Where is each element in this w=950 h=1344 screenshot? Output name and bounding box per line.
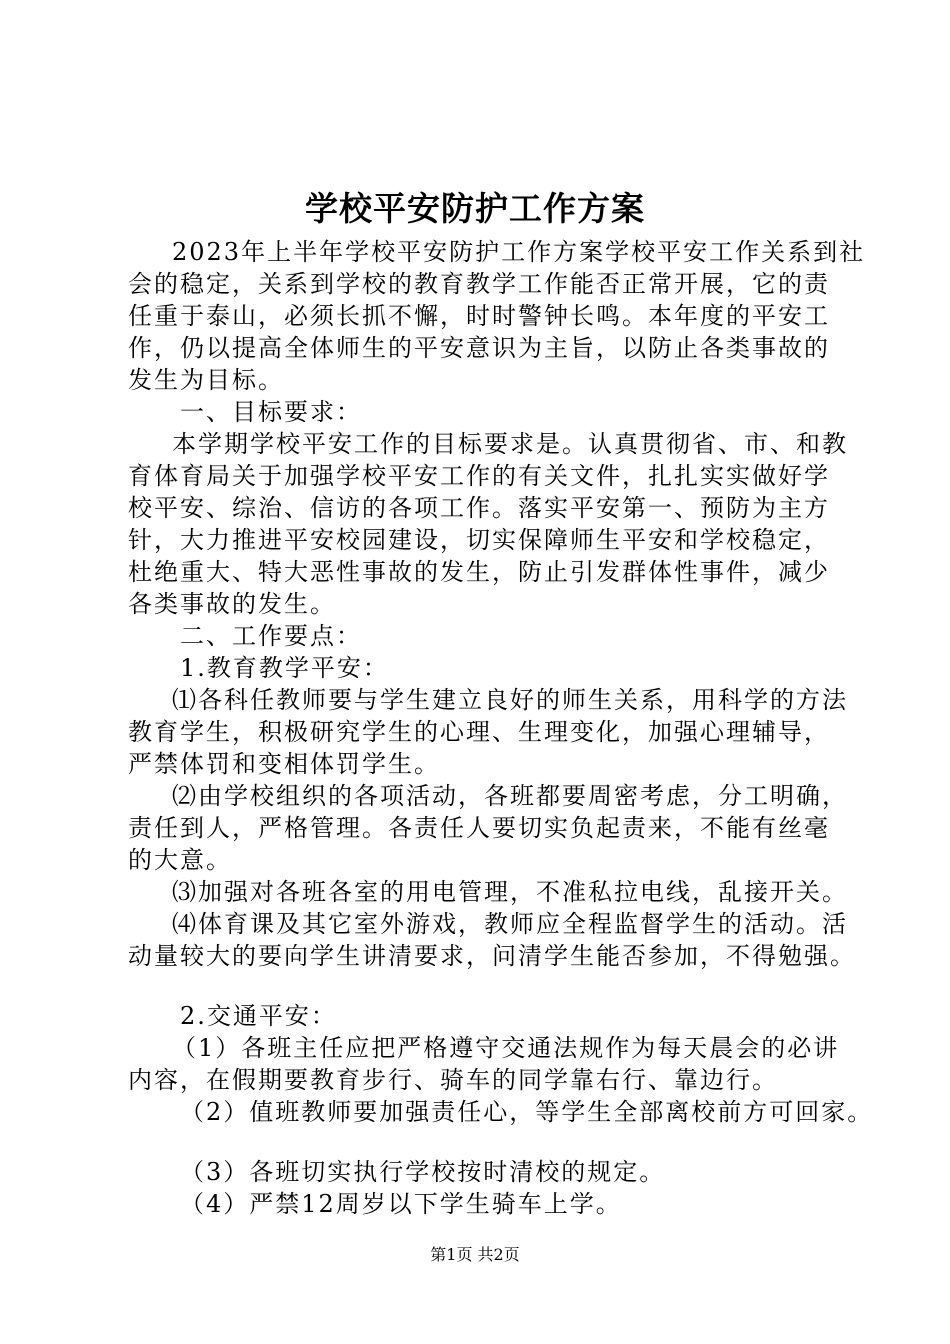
document-title: 学校平安防护工作方案	[305, 189, 645, 228]
body-line: 校平安、综治、信访的各项工作。落实平安第一、预防为主方	[128, 494, 830, 522]
body-line: 育体育局关于加强学校平安工作的有关文件，扎扎实实做好学	[128, 462, 830, 490]
body-line: 发生为目标。	[128, 366, 284, 394]
body-line: 会的稳定，关系到学校的教育教学工作能否正常开展，它的责	[128, 270, 830, 298]
body-line: （2）值班教师要加强责任心，等学生全部离校前方可回家。	[180, 1098, 874, 1126]
subsection-heading: 1.教育教学平安：	[180, 654, 389, 682]
body-line: 责任到人，严格管理。各责任人要切实负起责来，不能有丝毫	[128, 814, 830, 842]
body-line: 教育学生，积极研究学生的心理、生理变化，加强心理辅导，	[128, 718, 830, 746]
page-footer: 第1页 共2页	[430, 1245, 520, 1264]
body-line: 针，大力推进平安校园建设，切实保障师生平安和学校稳定，	[128, 526, 830, 554]
subsection-heading: 2.交通平安：	[180, 1002, 337, 1030]
body-line: 任重于泰山，必须长抓不懈，时时警钟长鸣。本年度的平安工	[128, 302, 830, 330]
body-line: ⑷体育课及其它室外游戏，教师应全程监督学生的活动。活	[172, 910, 848, 938]
body-line: 严禁体罚和变相体罚学生。	[128, 750, 440, 778]
body-line: （4）严禁12周岁以下学生骑车上学。	[180, 1190, 622, 1218]
body-line: 2023年上半年学校平安防护工作方案学校平安工作关系到社	[172, 238, 866, 266]
body-line: ⑴各科任教师要与学生建立良好的师生关系，用科学的方法	[172, 686, 848, 714]
section-heading: 二、工作要点：	[180, 622, 362, 650]
body-line: ⑵由学校组织的各项活动，各班都要周密考虑，分工明确，	[172, 782, 848, 810]
body-line: 本学期学校平安工作的目标要求是。认真贯彻省、市、和教	[172, 430, 848, 458]
body-line: ⑶加强对各班各室的用电管理，不准私拉电线，乱接开关。	[172, 878, 848, 906]
body-line: 内容，在假期要教育步行、骑车的同学靠右行、靠边行。	[128, 1066, 778, 1094]
body-line: （3）各班切实执行学校按时清校的规定。	[180, 1158, 666, 1186]
body-line: 杜绝重大、特大恶性事故的发生，防止引发群体性事件，减少	[128, 558, 830, 586]
body-line: 各类事故的发生。	[128, 590, 336, 618]
body-line: 作，仍以提高全体师生的平安意识为主旨，以防止各类事故的	[128, 334, 830, 362]
section-heading: 一、目标要求：	[180, 398, 362, 426]
body-line: 动量较大的要向学生讲清要求，问清学生能否参加，不得勉强。	[128, 942, 856, 970]
body-line: 的大意。	[128, 846, 232, 874]
body-line: （1）各班主任应把严格遵守交通法规作为每天晨会的必讲	[172, 1034, 840, 1062]
